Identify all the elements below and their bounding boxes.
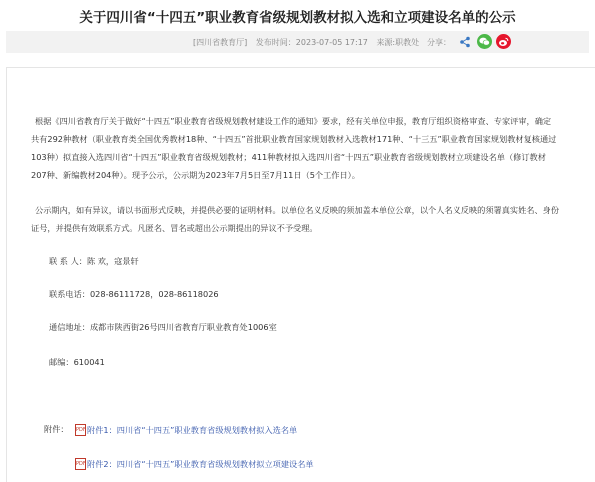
publish-time: 发布时间：2023-07-05 17:17 (255, 38, 368, 47)
postal-code: 邮编：610041 (49, 357, 105, 367)
article-content (6, 67, 595, 482)
paragraph-1-line-4: 207种、新编教材204种）。现予公示，公示期为2023年7月5日至7月11日（5个工作日）。 (31, 170, 360, 180)
share-label: 分享： (427, 38, 451, 47)
page-title: 关于四川省“十四五”职业教育省级规划教材拟入选和立项建设名单的公示 (79, 10, 516, 26)
paragraph-2-line-1: 公示期内，如有异议，请以书面形式反映，并提供必要的证明材料。以单位名义反映的须加盖本单位公章，以个人名义反映的须署真实姓名、身份 (35, 205, 560, 215)
pdf-icon: PDF (75, 424, 86, 436)
origin-label: 来源:职教处 (376, 38, 420, 47)
article-meta-bar (6, 31, 589, 53)
attachment-1-link[interactable] (75, 424, 297, 436)
attachment-1-label: 附件1：四川省“十四五”职业教育省级规划教材拟入选名单 (87, 424, 298, 435)
paragraph-1-line-1: 根据《四川省教育厅关于做好“十四五”职业教育省级规划教材建设工作的通知》要求，经有关单位申报，教育厅组织资格审查、专家评审，确定 (35, 116, 552, 126)
contact-phone: 联系电话：028-86111728，028-86118026 (49, 289, 219, 299)
attachment-2-link[interactable] (75, 458, 314, 470)
weibo-icon[interactable] (496, 34, 511, 49)
paragraph-1-line-2: 共有292种教材（职业教育类全国优秀教材18种、“十四五”首批职业教育国家规划教材入选教材171种、“十三五”职业教育国家规划教材复核通过 (31, 134, 557, 144)
mailing-address: 通信地址：成都市陕西街26号四川省教育厅职业教育处1006室 (49, 322, 277, 332)
contact-person: 联 系 人：陈 欢，寇景轩 (49, 256, 139, 266)
paragraph-1-line-3: 103种）拟直接入选四川省“十四五”职业教育省级规划教材；411种教材拟入选四川省“十四五”职业教育省级规划教材立项建设名单（修订教材 (31, 152, 546, 162)
wechat-icon[interactable] (477, 34, 492, 49)
attachments-label: 附件： (44, 424, 69, 434)
attachment-2-label: 附件2：四川省“十四五”职业教育省级规划教材拟立项建设名单 (87, 458, 314, 469)
article-info (193, 37, 425, 48)
share-icon[interactable] (457, 34, 472, 49)
source-label: [四川省教育厅] (193, 38, 248, 47)
pdf-icon: PDF (75, 458, 86, 470)
paragraph-2-line-2: 证号，并提供有效联系方式。凡匿名、冒名或超出公示期提出的异议不予受理。 (31, 223, 318, 233)
